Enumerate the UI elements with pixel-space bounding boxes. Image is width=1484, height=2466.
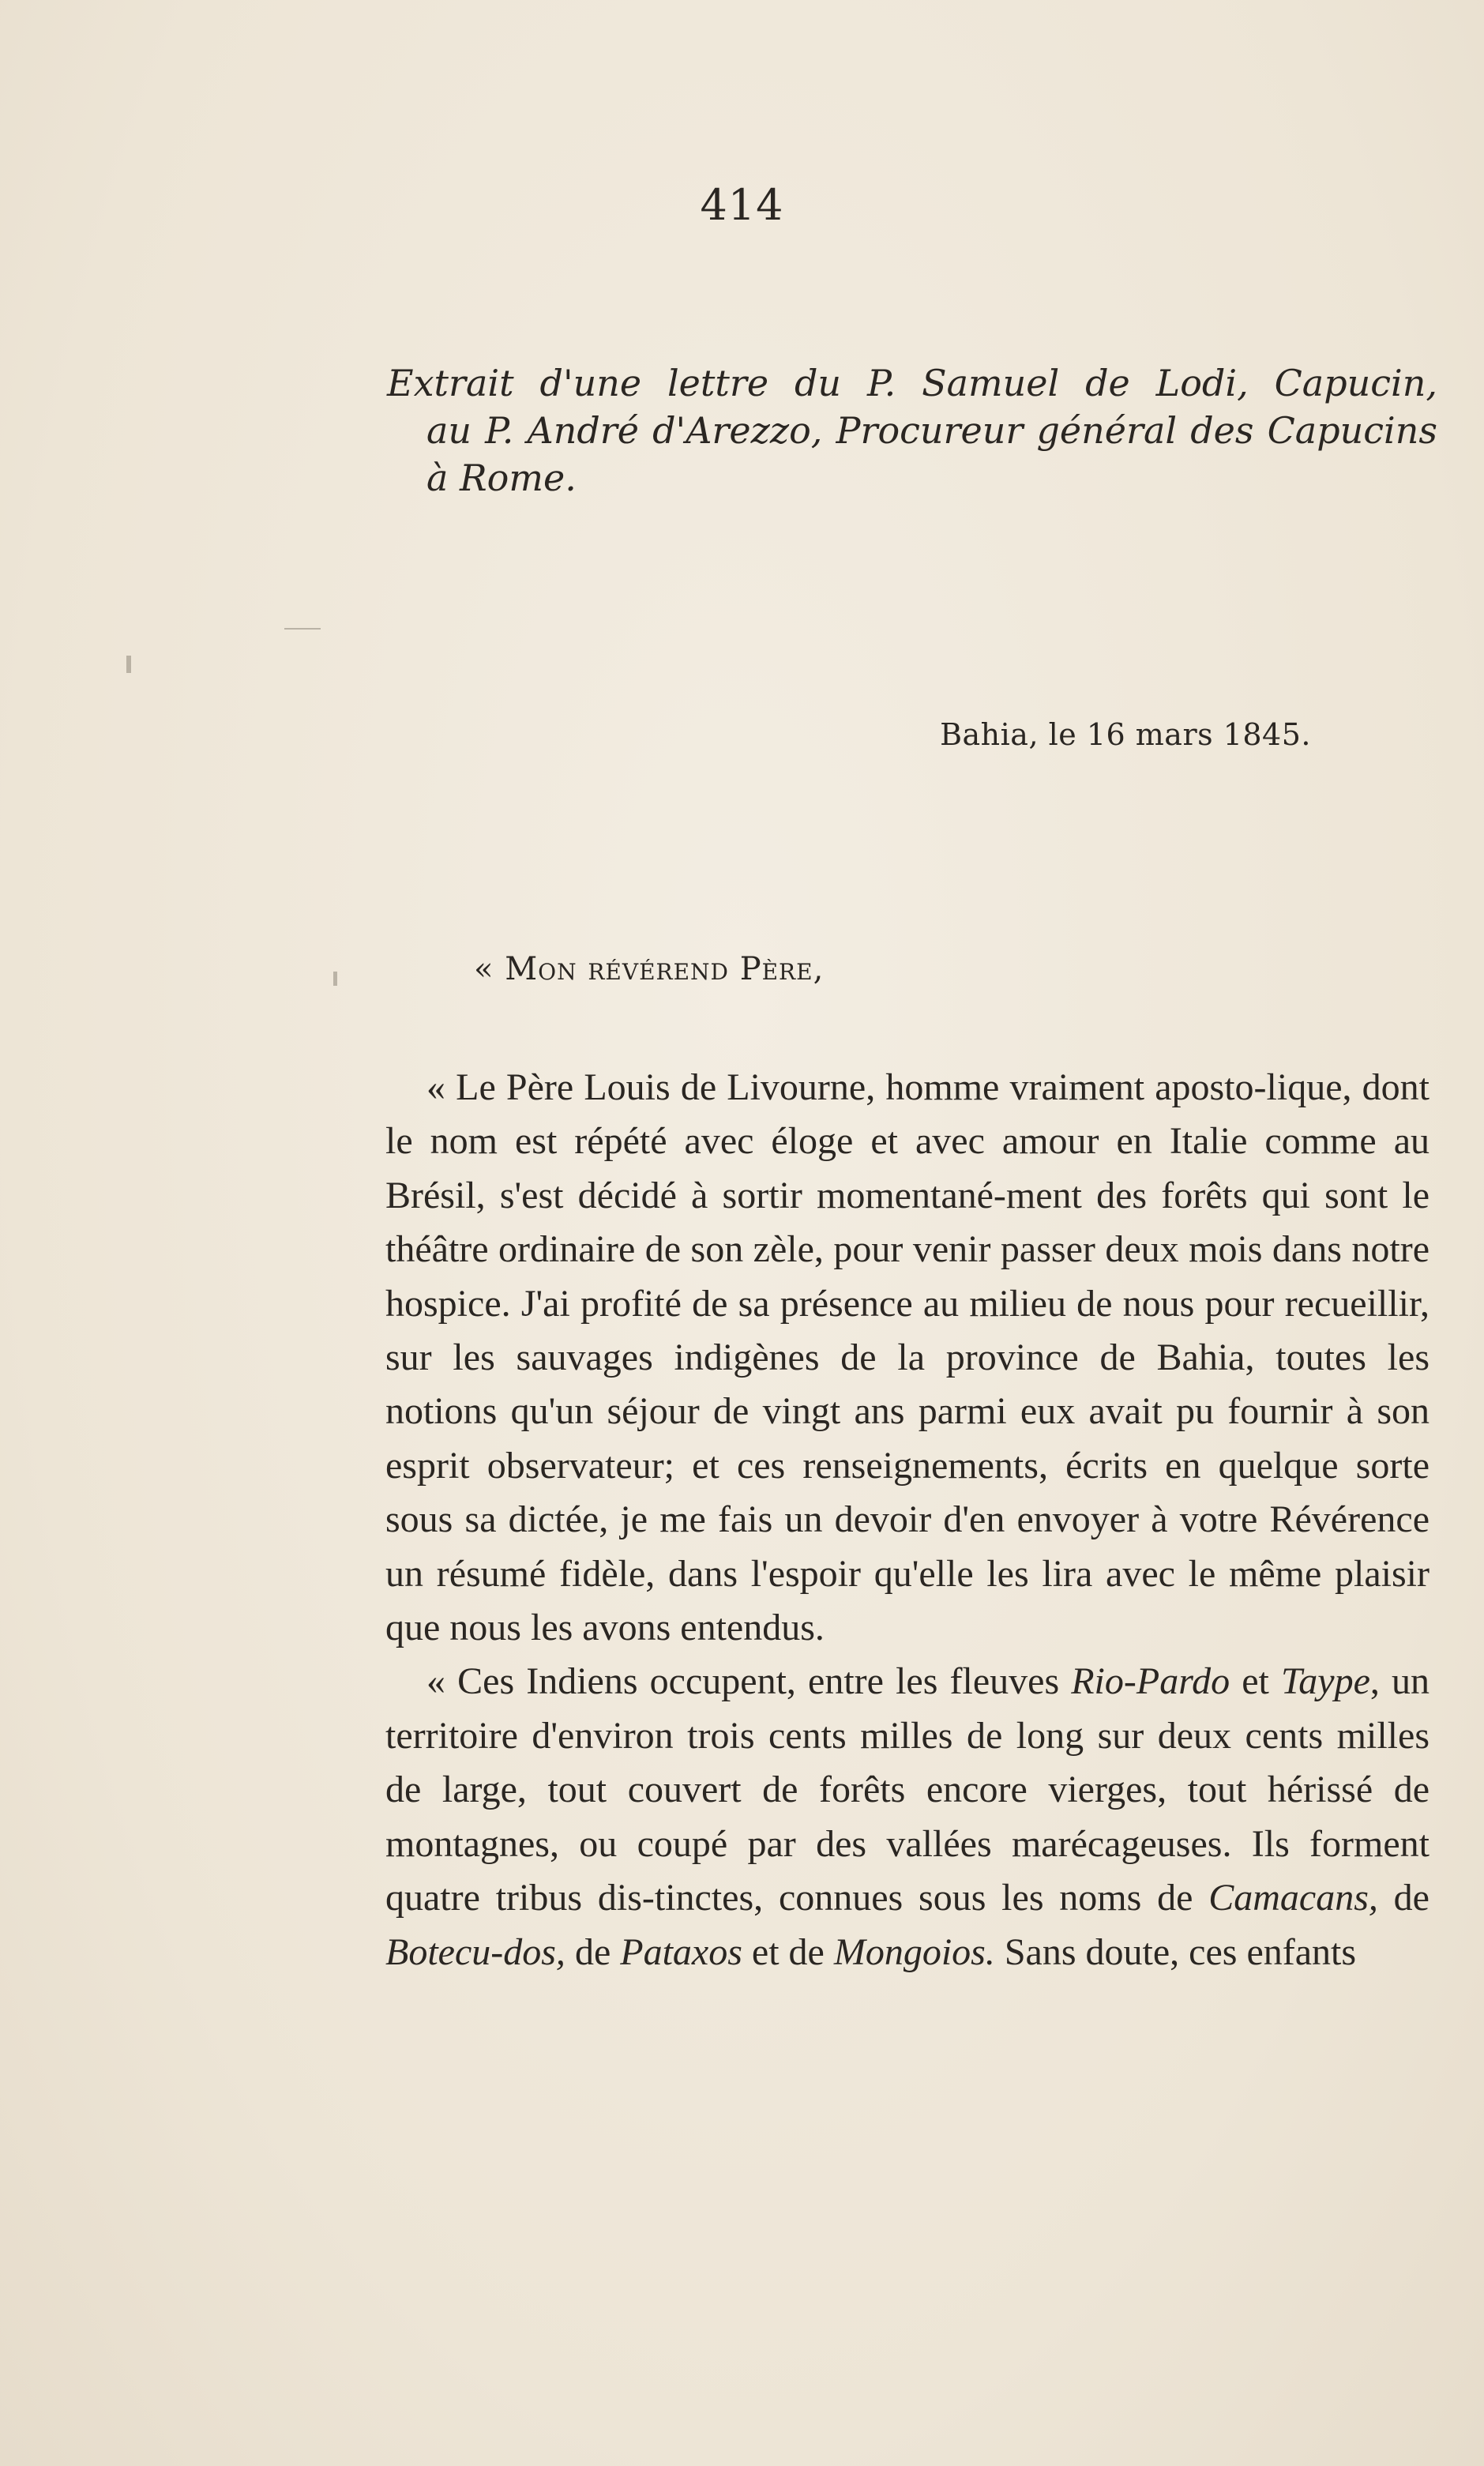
salutation bbox=[474, 951, 824, 987]
italic-term: Taype bbox=[1280, 1660, 1370, 1703]
text-run: de bbox=[565, 1930, 621, 1973]
text-run: de bbox=[1377, 1877, 1430, 1919]
heading-line-3: à Rome. bbox=[426, 457, 577, 499]
letter-body bbox=[385, 1061, 1430, 1979]
italic-term: Rio-Pardo bbox=[1071, 1660, 1230, 1703]
letter-heading bbox=[387, 359, 1437, 502]
text-run: et de bbox=[742, 1930, 834, 1973]
salutation-quote: « bbox=[474, 951, 494, 987]
dateline: Bahia, le 16 mars 1845. bbox=[940, 717, 1311, 752]
text-run: Sans doute, ces enfants bbox=[994, 1930, 1357, 1973]
italic-term: Pataxos bbox=[620, 1930, 742, 1973]
page-number: 414 bbox=[700, 180, 784, 230]
italic-term: Mongoios. bbox=[833, 1930, 995, 1973]
text-run: , un territoire d'environ trois cents milles de long sur deux cents milles de large, tout couvert de forêts encore vierges, tout hérissé de montagnes, ou coupé par des vallées marécageuses. Ils forment quatre tribus dis-tinctes, connues sous les noms de bbox=[385, 1660, 1430, 1919]
stray-mark bbox=[333, 972, 337, 986]
italic-term: Botecu-dos, bbox=[385, 1930, 565, 1973]
stray-mark bbox=[126, 656, 131, 673]
heading-line-2: au P. André d'Arezzo, Procureur général des Capucins bbox=[426, 409, 1437, 452]
text-run: « Ces Indiens occupent, entre les fleuves bbox=[426, 1660, 1072, 1703]
text-run: et bbox=[1230, 1660, 1281, 1703]
italic-term: Camacans, bbox=[1208, 1877, 1378, 1919]
salutation-text: Mon révérend Père, bbox=[505, 951, 825, 987]
body-paragraph bbox=[385, 1061, 1430, 1655]
body-paragraph bbox=[385, 1655, 1430, 1979]
text-run: « Le Père Louis de Livourne, homme vraiment aposto-lique, dont le nom est répété avec éloge et avec amour en Italie comme au Brésil, s'est décidé à sortir momentané-ment des forêts qui sont le théâtre ordinaire de son zèle, pour venir passer deux mois dans notre hospice. J'ai profité de sa présence au milieu de nous pour recueillir, sur les sauvages indigènes de la province de Bahia, toutes les notions qu'un séjour de vingt ans parmi eux avait pu fournir à son esprit observateur; et ces renseignements, écrits en quelque sorte sous sa dictée, je me fais un devoir d'en envoyer à votre Révérence un résumé fidèle, dans l'espoir qu'elle les lira avec le même plaisir que nous les avons entendus. bbox=[385, 1066, 1430, 1649]
stray-mark bbox=[284, 628, 321, 630]
heading-line-1: Extrait d'une lettre du P. Samuel de Lodi, Capucin, bbox=[387, 362, 1437, 404]
